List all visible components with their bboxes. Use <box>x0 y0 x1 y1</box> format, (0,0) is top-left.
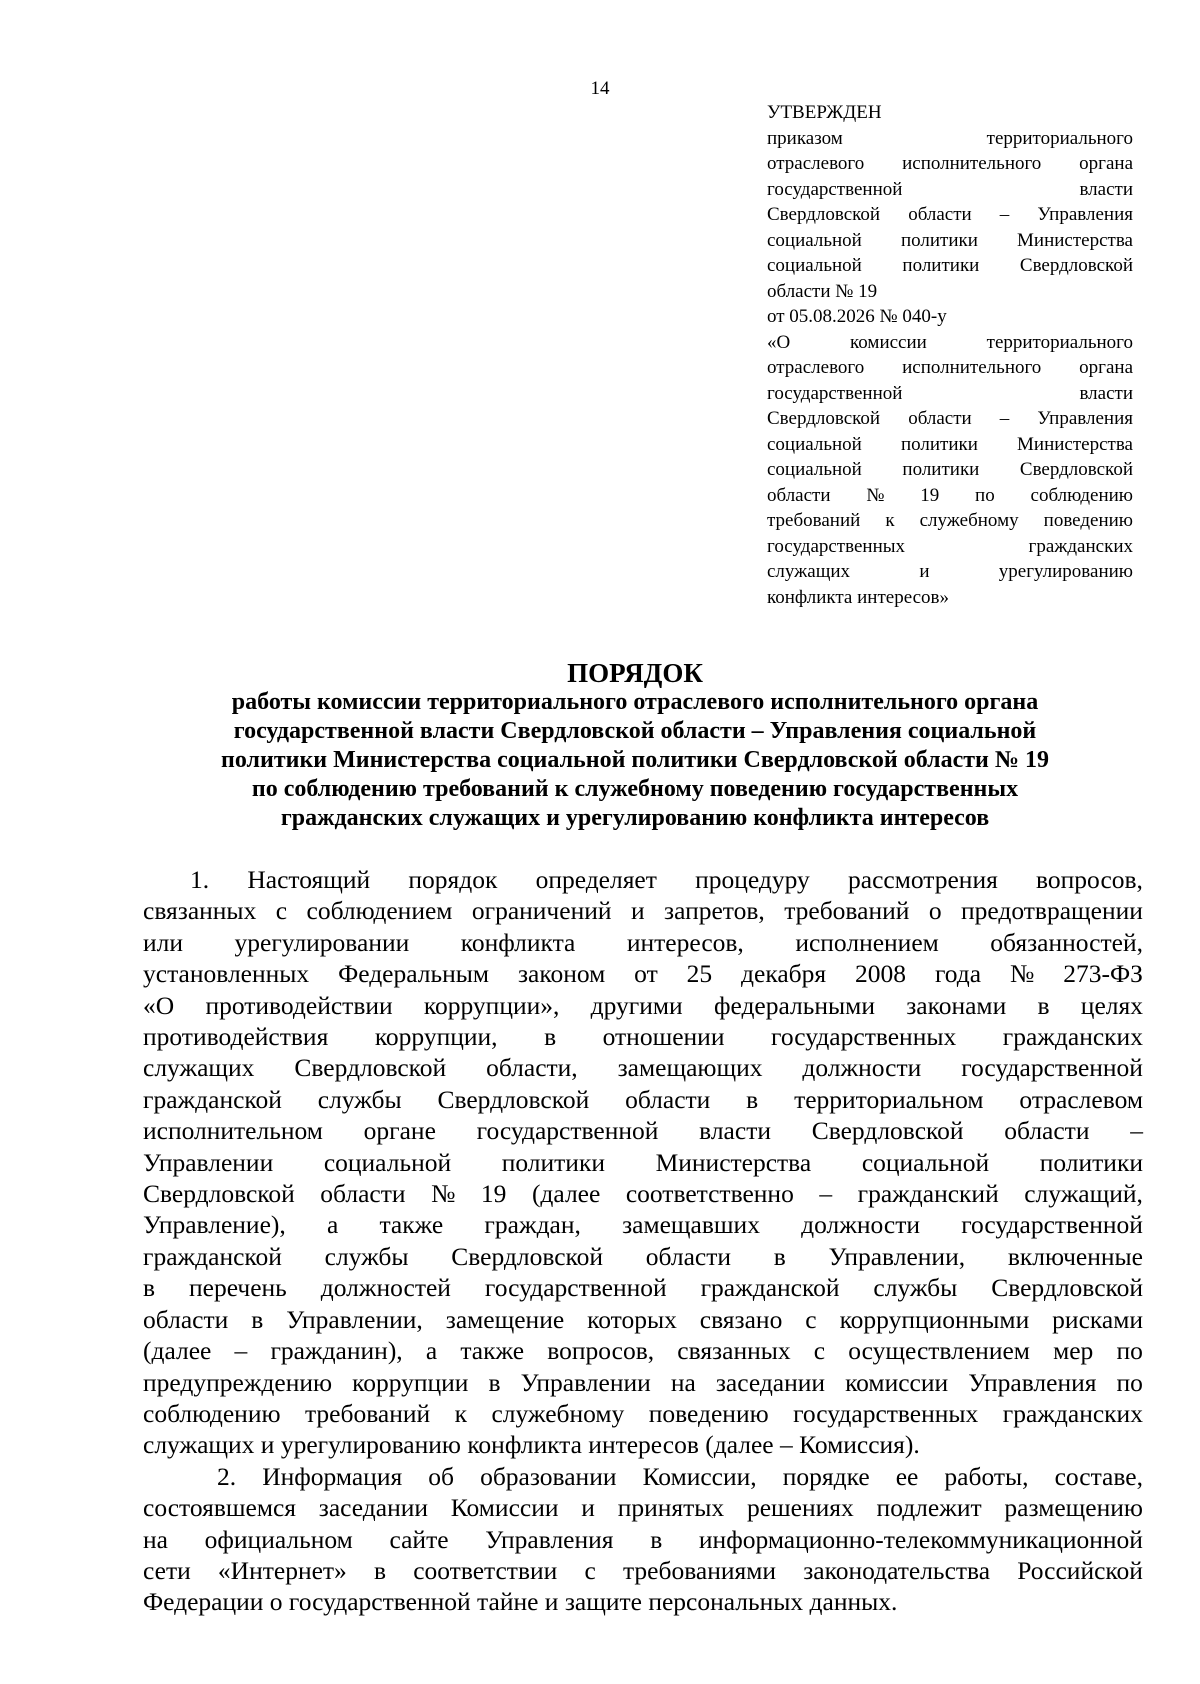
word: коррупции, <box>374 1022 498 1052</box>
word: целях <box>1080 990 1143 1020</box>
word: должности <box>801 1210 921 1240</box>
approval-word: конфликта интересов» <box>767 586 950 608</box>
word: по <box>1116 1367 1143 1397</box>
word: соблюдению <box>143 1398 281 1428</box>
approval-line <box>767 228 1133 254</box>
word: мер <box>1053 1336 1094 1366</box>
word: в <box>143 1273 156 1303</box>
word: конфликта <box>460 927 576 957</box>
approval-word: гражданских <box>1028 535 1133 557</box>
text-line <box>143 864 1143 895</box>
approval-word: социальной <box>767 229 862 251</box>
word: Российской <box>1017 1555 1143 1585</box>
word: с <box>275 896 288 926</box>
word: составе, <box>1054 1461 1143 1491</box>
text-line <box>143 895 1143 926</box>
text-line <box>143 1209 1143 1240</box>
approval-line <box>767 508 1133 534</box>
word: замещающих <box>617 1053 763 1083</box>
word: гражданской <box>143 1084 282 1114</box>
word: 25 <box>686 959 713 989</box>
word: государственной <box>961 1210 1143 1240</box>
approval-word: социальной <box>767 433 862 455</box>
approval-line <box>767 330 1133 356</box>
word: власти <box>699 1116 771 1146</box>
word: в <box>746 1084 759 1114</box>
word: № <box>431 1179 456 1209</box>
word: органе <box>363 1116 436 1146</box>
word: коррупции», <box>423 990 560 1020</box>
approval-line <box>767 483 1133 509</box>
word: служащих <box>143 1053 255 1083</box>
word: отношении <box>602 1022 725 1052</box>
text-line <box>143 1178 1143 1209</box>
word: а <box>326 1210 339 1240</box>
word: Управлении <box>520 1367 651 1397</box>
word: интересов, <box>626 927 744 957</box>
word: № <box>1009 959 1035 989</box>
approval-word: комиссии <box>850 331 927 353</box>
approval-word: Свердловской <box>1019 459 1133 480</box>
word: области, <box>486 1053 578 1083</box>
approval-word: Министерства <box>1017 229 1133 251</box>
word: – <box>234 1336 248 1366</box>
word: государственных <box>793 1398 979 1428</box>
approval-word: государственных <box>767 535 906 557</box>
word: года <box>934 959 982 989</box>
word: области <box>1004 1116 1090 1146</box>
word: 273-ФЗ <box>1063 959 1143 989</box>
word: государственной <box>484 1273 667 1303</box>
word: 1. <box>190 865 210 894</box>
approval-word: органа <box>1079 357 1133 378</box>
word: информационно-телекоммуникационной <box>698 1524 1143 1554</box>
word: урегулировании <box>234 927 410 957</box>
word: государственных <box>771 1022 957 1052</box>
word: области <box>320 1179 406 1209</box>
word: гражданской <box>143 1241 282 1271</box>
text-line <box>143 1461 1143 1492</box>
approval-word: Управления <box>1037 204 1133 225</box>
word: Информация <box>262 1461 403 1491</box>
word: Управления <box>968 1367 1097 1397</box>
word: граждан, <box>484 1210 581 1240</box>
text-line <box>143 1115 1143 1146</box>
word: определяет <box>535 865 657 894</box>
word: подлежит <box>876 1493 982 1523</box>
word: противодействии <box>205 990 393 1020</box>
word: о <box>928 896 942 926</box>
text-line <box>143 1052 1143 1083</box>
word: связано <box>699 1304 783 1334</box>
word: политики <box>501 1147 605 1177</box>
word: исполнительном <box>143 1116 323 1146</box>
text-line <box>143 1084 1143 1115</box>
word: другими <box>590 990 683 1020</box>
approval-word: области <box>908 204 972 225</box>
approval-line <box>767 534 1133 560</box>
word: порядке <box>782 1461 870 1491</box>
word: ее <box>895 1461 919 1491</box>
approval-word: исполнительного <box>902 153 1042 174</box>
approval-text <box>767 126 1133 611</box>
word: 2008 <box>855 959 907 989</box>
approval-word: «О <box>767 331 791 353</box>
word: заседании <box>318 1493 429 1523</box>
word: служебному <box>491 1398 625 1428</box>
word: с <box>805 1304 817 1334</box>
approval-word: 19 <box>920 484 940 506</box>
word: предотвращении <box>961 896 1143 926</box>
word: отраслевом <box>1019 1084 1143 1114</box>
approval-line <box>767 253 1133 279</box>
word: в <box>373 1555 387 1585</box>
page-number: 14 <box>590 78 610 99</box>
document-subtitle <box>140 688 1130 833</box>
word: соответственно <box>625 1179 794 1209</box>
word: (далее <box>143 1336 212 1366</box>
text-line <box>143 1398 1143 1429</box>
approval-heading: УТВЕРЖДЕН <box>767 102 882 123</box>
word: замещавших <box>622 1210 760 1240</box>
document-title-block <box>140 658 1130 833</box>
approval-line <box>767 559 1133 585</box>
word: службы <box>324 1241 409 1271</box>
word: поведению <box>648 1398 769 1428</box>
word: связанных <box>677 1336 791 1366</box>
word: по <box>1116 1336 1143 1366</box>
paragraph-2 <box>143 1461 1143 1618</box>
word: в <box>544 1022 557 1052</box>
text-line <box>143 990 1143 1021</box>
approval-line <box>767 585 1133 611</box>
word: гражданской <box>700 1273 840 1303</box>
word: состоявшемся <box>143 1493 296 1523</box>
word: «О <box>143 990 175 1020</box>
word: Свердловской <box>991 1273 1143 1303</box>
approval-word: социальной <box>767 255 862 276</box>
word: процедуру <box>695 865 810 894</box>
text-line-content: служащих и урегулированию конфликта интересов (далее – Комиссия). <box>143 1430 920 1460</box>
word: государственной <box>476 1116 659 1146</box>
text-line <box>143 1524 1143 1555</box>
approval-word: Управления <box>1037 408 1133 429</box>
word: рассмотрения <box>848 865 998 894</box>
subtitle-line: работы комиссии территориального отраслевого исполнительного органа <box>231 689 1039 715</box>
word: с <box>813 1336 826 1366</box>
word: к <box>454 1398 468 1428</box>
word: 2. <box>217 1461 237 1491</box>
word: запретов, <box>664 896 765 926</box>
approval-line <box>767 406 1133 432</box>
word: Свердловской <box>143 1179 295 1209</box>
word: 19 <box>480 1179 507 1209</box>
approval-word: территориального <box>986 331 1133 353</box>
word: решениях <box>746 1493 854 1523</box>
word: заседании <box>715 1367 826 1397</box>
approval-word: Свердловской <box>767 204 881 225</box>
word: осуществлением <box>848 1336 1030 1366</box>
word: законом <box>517 959 606 989</box>
word: об <box>428 1461 454 1491</box>
word: Свердловской <box>811 1116 964 1146</box>
text-line <box>143 958 1143 989</box>
word: коррупционными <box>839 1304 1030 1334</box>
text-line <box>143 1241 1143 1272</box>
word: или <box>143 927 184 957</box>
approval-word: государственной <box>767 382 903 404</box>
word: в <box>1037 990 1050 1020</box>
word: Комиссии <box>450 1493 559 1523</box>
text-line <box>143 1272 1143 1303</box>
word: федеральными <box>713 990 875 1020</box>
approval-word: к <box>885 510 895 531</box>
text-line <box>143 927 1143 958</box>
approval-word: поведению <box>1043 510 1133 531</box>
word: «Интернет» <box>217 1555 347 1585</box>
word: соответствии <box>413 1555 558 1585</box>
approval-word: социальной <box>767 459 862 480</box>
word: Управлении, <box>286 1304 423 1334</box>
word: законами <box>906 990 1007 1020</box>
word: противодействия <box>143 1022 329 1052</box>
approval-word: требований <box>767 510 861 531</box>
word: – <box>819 1179 833 1209</box>
approval-line <box>767 304 1133 330</box>
text-line <box>143 1586 1143 1617</box>
subtitle-line: государственной власти Свердловской области – Управления социальной <box>233 718 1037 744</box>
word: на <box>670 1367 696 1397</box>
approval-word: политики <box>902 459 980 480</box>
word: требованиями <box>622 1555 777 1585</box>
word: рисками <box>1052 1304 1143 1334</box>
word: замещение <box>445 1304 565 1334</box>
word: а <box>425 1336 438 1366</box>
word: от <box>634 959 658 989</box>
word: Управление), <box>143 1210 286 1240</box>
word: (далее <box>531 1179 601 1209</box>
approval-word: органа <box>1079 153 1133 174</box>
paragraph-1 <box>143 864 1143 1461</box>
word: гражданин), <box>270 1336 403 1366</box>
text-line <box>143 1304 1143 1335</box>
word: Министерства <box>655 1147 812 1177</box>
word: и <box>630 896 645 926</box>
approval-line <box>767 381 1133 407</box>
word: в <box>488 1367 501 1397</box>
approval-word: политики <box>900 433 978 455</box>
approval-word: № <box>866 484 885 506</box>
approval-line <box>767 126 1133 152</box>
approval-line <box>767 151 1133 177</box>
word: Управлении <box>143 1147 274 1177</box>
word: службы <box>317 1084 402 1114</box>
word: Управления <box>485 1524 614 1554</box>
word: и <box>581 1493 595 1523</box>
approval-word: Свердловской <box>1019 255 1133 276</box>
word: гражданских <box>1002 1398 1143 1428</box>
word: политики <box>1039 1147 1143 1177</box>
approval-line <box>767 202 1133 228</box>
word: законодательства <box>803 1555 991 1585</box>
word: Настоящий <box>247 865 371 894</box>
word: перечень <box>188 1273 287 1303</box>
word: работы, <box>944 1461 1029 1491</box>
text-line <box>143 1555 1143 1586</box>
approval-word: области <box>908 408 972 429</box>
word: образовании <box>480 1461 617 1491</box>
subtitle-line: политики Министерства социальной политики Свердловской области № 19 <box>221 747 1049 773</box>
approval-word: территориального <box>986 127 1133 149</box>
text-line <box>143 1492 1143 1523</box>
approval-word: служебному <box>919 510 1019 531</box>
word: официальном <box>204 1524 353 1554</box>
approval-word: приказом <box>767 127 843 149</box>
word: Свердловской <box>294 1053 447 1083</box>
approval-word: области <box>767 484 831 506</box>
word: Федеральным <box>338 959 490 989</box>
word: декабря <box>741 959 827 989</box>
approval-word: урегулированию <box>998 561 1133 582</box>
approval-line <box>767 355 1133 381</box>
word: вопросов, <box>547 1336 655 1366</box>
approval-word: политики <box>902 255 980 276</box>
word: предупреждению <box>143 1367 333 1397</box>
approval-line <box>767 177 1133 203</box>
word: в <box>650 1524 663 1554</box>
word: в <box>773 1241 786 1271</box>
approval-word: от 05.08.2026 № 040-у <box>767 306 947 327</box>
document-body <box>143 864 1143 1618</box>
word: которых <box>587 1304 677 1334</box>
word: должностей <box>320 1273 451 1303</box>
text-line <box>143 1429 1143 1460</box>
word: гражданских <box>1002 1022 1143 1052</box>
approval-word: – <box>999 408 1010 429</box>
word: установленных <box>143 959 310 989</box>
approval-stamp <box>767 100 1133 610</box>
word: требований <box>304 1398 431 1428</box>
word: также <box>460 1336 525 1366</box>
word: порядок <box>408 865 498 894</box>
word: сайте <box>389 1524 449 1554</box>
word: соблюдением <box>306 896 453 926</box>
approval-word: политики <box>900 229 978 251</box>
word: сети <box>143 1555 191 1585</box>
word: области <box>143 1304 229 1334</box>
approval-word: и <box>919 561 930 582</box>
word: вопросов, <box>1036 865 1143 894</box>
text-line <box>143 1367 1143 1398</box>
word: с <box>584 1555 596 1585</box>
approval-word: соблюдению <box>1030 484 1133 506</box>
word: исполнением <box>795 927 939 957</box>
word: требований <box>784 896 910 926</box>
approval-word: государственной <box>767 178 903 200</box>
approval-line <box>767 279 1133 305</box>
document-title: ПОРЯДОК <box>567 658 703 688</box>
word: службы <box>873 1273 958 1303</box>
approval-word: Свердловской <box>767 408 881 429</box>
approval-word: отраслевого <box>767 153 865 174</box>
word: гражданский <box>857 1179 999 1209</box>
subtitle-line: гражданских служащих и урегулированию конфликта интересов <box>280 805 990 831</box>
word: должности <box>802 1053 922 1083</box>
word: территориальном <box>794 1084 984 1114</box>
approval-word: отраслевого <box>767 357 865 378</box>
word: обязанностей, <box>990 927 1143 957</box>
approval-word: служащих <box>767 561 851 582</box>
text-line <box>143 1335 1143 1366</box>
word: комиссии <box>845 1367 949 1397</box>
word: области <box>645 1241 731 1271</box>
text-line <box>143 1147 1143 1178</box>
word: – <box>1130 1116 1143 1146</box>
approval-word: области № 19 <box>767 280 878 302</box>
approval-word: – <box>999 204 1010 225</box>
word: в <box>251 1304 264 1334</box>
word: включенные <box>1007 1241 1143 1271</box>
word: ограничений <box>471 896 612 926</box>
word: размещению <box>1004 1493 1143 1523</box>
word: государственной <box>961 1053 1143 1083</box>
text-line-content: Федерации о государственной тайне и защите персональных данных. <box>143 1587 898 1617</box>
approval-line <box>767 432 1133 458</box>
word: социальной <box>323 1147 452 1177</box>
word: социальной <box>861 1147 990 1177</box>
approval-word: Министерства <box>1017 433 1133 455</box>
word: также <box>379 1210 444 1240</box>
word: Комиссии, <box>642 1461 757 1491</box>
word: на <box>143 1524 168 1554</box>
approval-line <box>767 457 1133 483</box>
word: принятых <box>617 1493 725 1523</box>
word: служащий, <box>1024 1179 1143 1209</box>
word: Свердловской <box>437 1084 590 1114</box>
word: коррупции <box>352 1367 469 1397</box>
approval-word: власти <box>1079 382 1133 404</box>
subtitle-line: по соблюдению требований к служебному поведению государственных <box>251 776 1019 802</box>
word: связанных <box>143 896 257 926</box>
approval-word: по <box>975 484 995 506</box>
text-line <box>143 1021 1143 1052</box>
word: Свердловской <box>451 1241 604 1271</box>
word: Управлении, <box>828 1241 966 1271</box>
approval-word: исполнительного <box>902 357 1042 378</box>
approval-word: власти <box>1079 178 1133 200</box>
word: области <box>625 1084 711 1114</box>
